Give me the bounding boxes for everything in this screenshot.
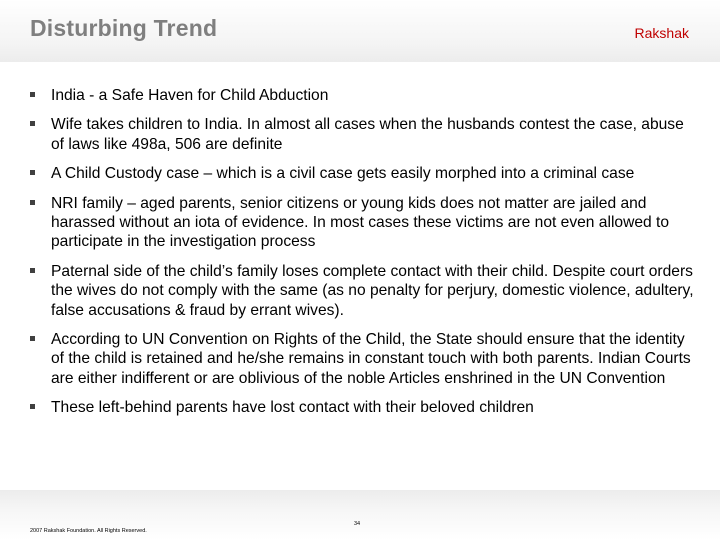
bullet-item bbox=[30, 115, 700, 154]
bullet-item bbox=[30, 164, 700, 183]
bullet-text: Paternal side of the child’s family loses complete contact with their child. Despite court orders the wives do not comply with the same (as no penalty for perjury, domestic violence, adultery, false accusations & fraud by errant wives). bbox=[51, 262, 694, 319]
bullet-text: According to UN Convention on Rights of the Child, the State should ensure that the identity of the child is retained and he/she remains in constant touch with both parents. Indian Courts are either indifferent or are oblivious of the noble Articles enshrined in the UN Convention bbox=[51, 331, 691, 387]
bullet-text: India - a Safe Haven for Child Abduction bbox=[51, 87, 329, 104]
bullet-item bbox=[30, 262, 700, 320]
square-bullet-icon bbox=[30, 336, 35, 341]
bullet-text: Wife takes children to India. In almost all cases when the husbands contest the case, abuse of laws like 498a, 506 are definite bbox=[51, 116, 684, 153]
square-bullet-icon bbox=[30, 121, 35, 126]
bullet-text: These left-behind parents have lost contact with their beloved children bbox=[51, 399, 534, 417]
slide-title: Disturbing Trend bbox=[30, 15, 218, 41]
bullet-item bbox=[30, 330, 700, 388]
square-bullet-icon bbox=[30, 268, 35, 273]
square-bullet-icon bbox=[30, 200, 35, 205]
bullet-item bbox=[30, 86, 700, 105]
bullet-item bbox=[30, 194, 700, 252]
bullet-text: NRI family – aged parents, senior citizens or young kids does not matter are jailed and harassed without an iota of evidence. In most cases these victims are not even allowed to participate in the investigation process bbox=[51, 194, 670, 251]
brand-logo-text: Rakshak bbox=[634, 25, 689, 41]
square-bullet-icon bbox=[30, 404, 35, 409]
square-bullet-icon bbox=[30, 92, 35, 97]
square-bullet-icon bbox=[30, 170, 35, 175]
copyright-text: 2007 Rakshak Foundation. All Rights Reserved. bbox=[30, 528, 147, 534]
bullet-list bbox=[30, 86, 700, 428]
slide-header bbox=[0, 0, 720, 62]
page-number: 34 bbox=[354, 521, 361, 527]
bullet-item bbox=[30, 398, 700, 417]
bullet-text: A Child Custody case – which is a civil case gets easily morphed into a criminal case bbox=[51, 165, 635, 183]
